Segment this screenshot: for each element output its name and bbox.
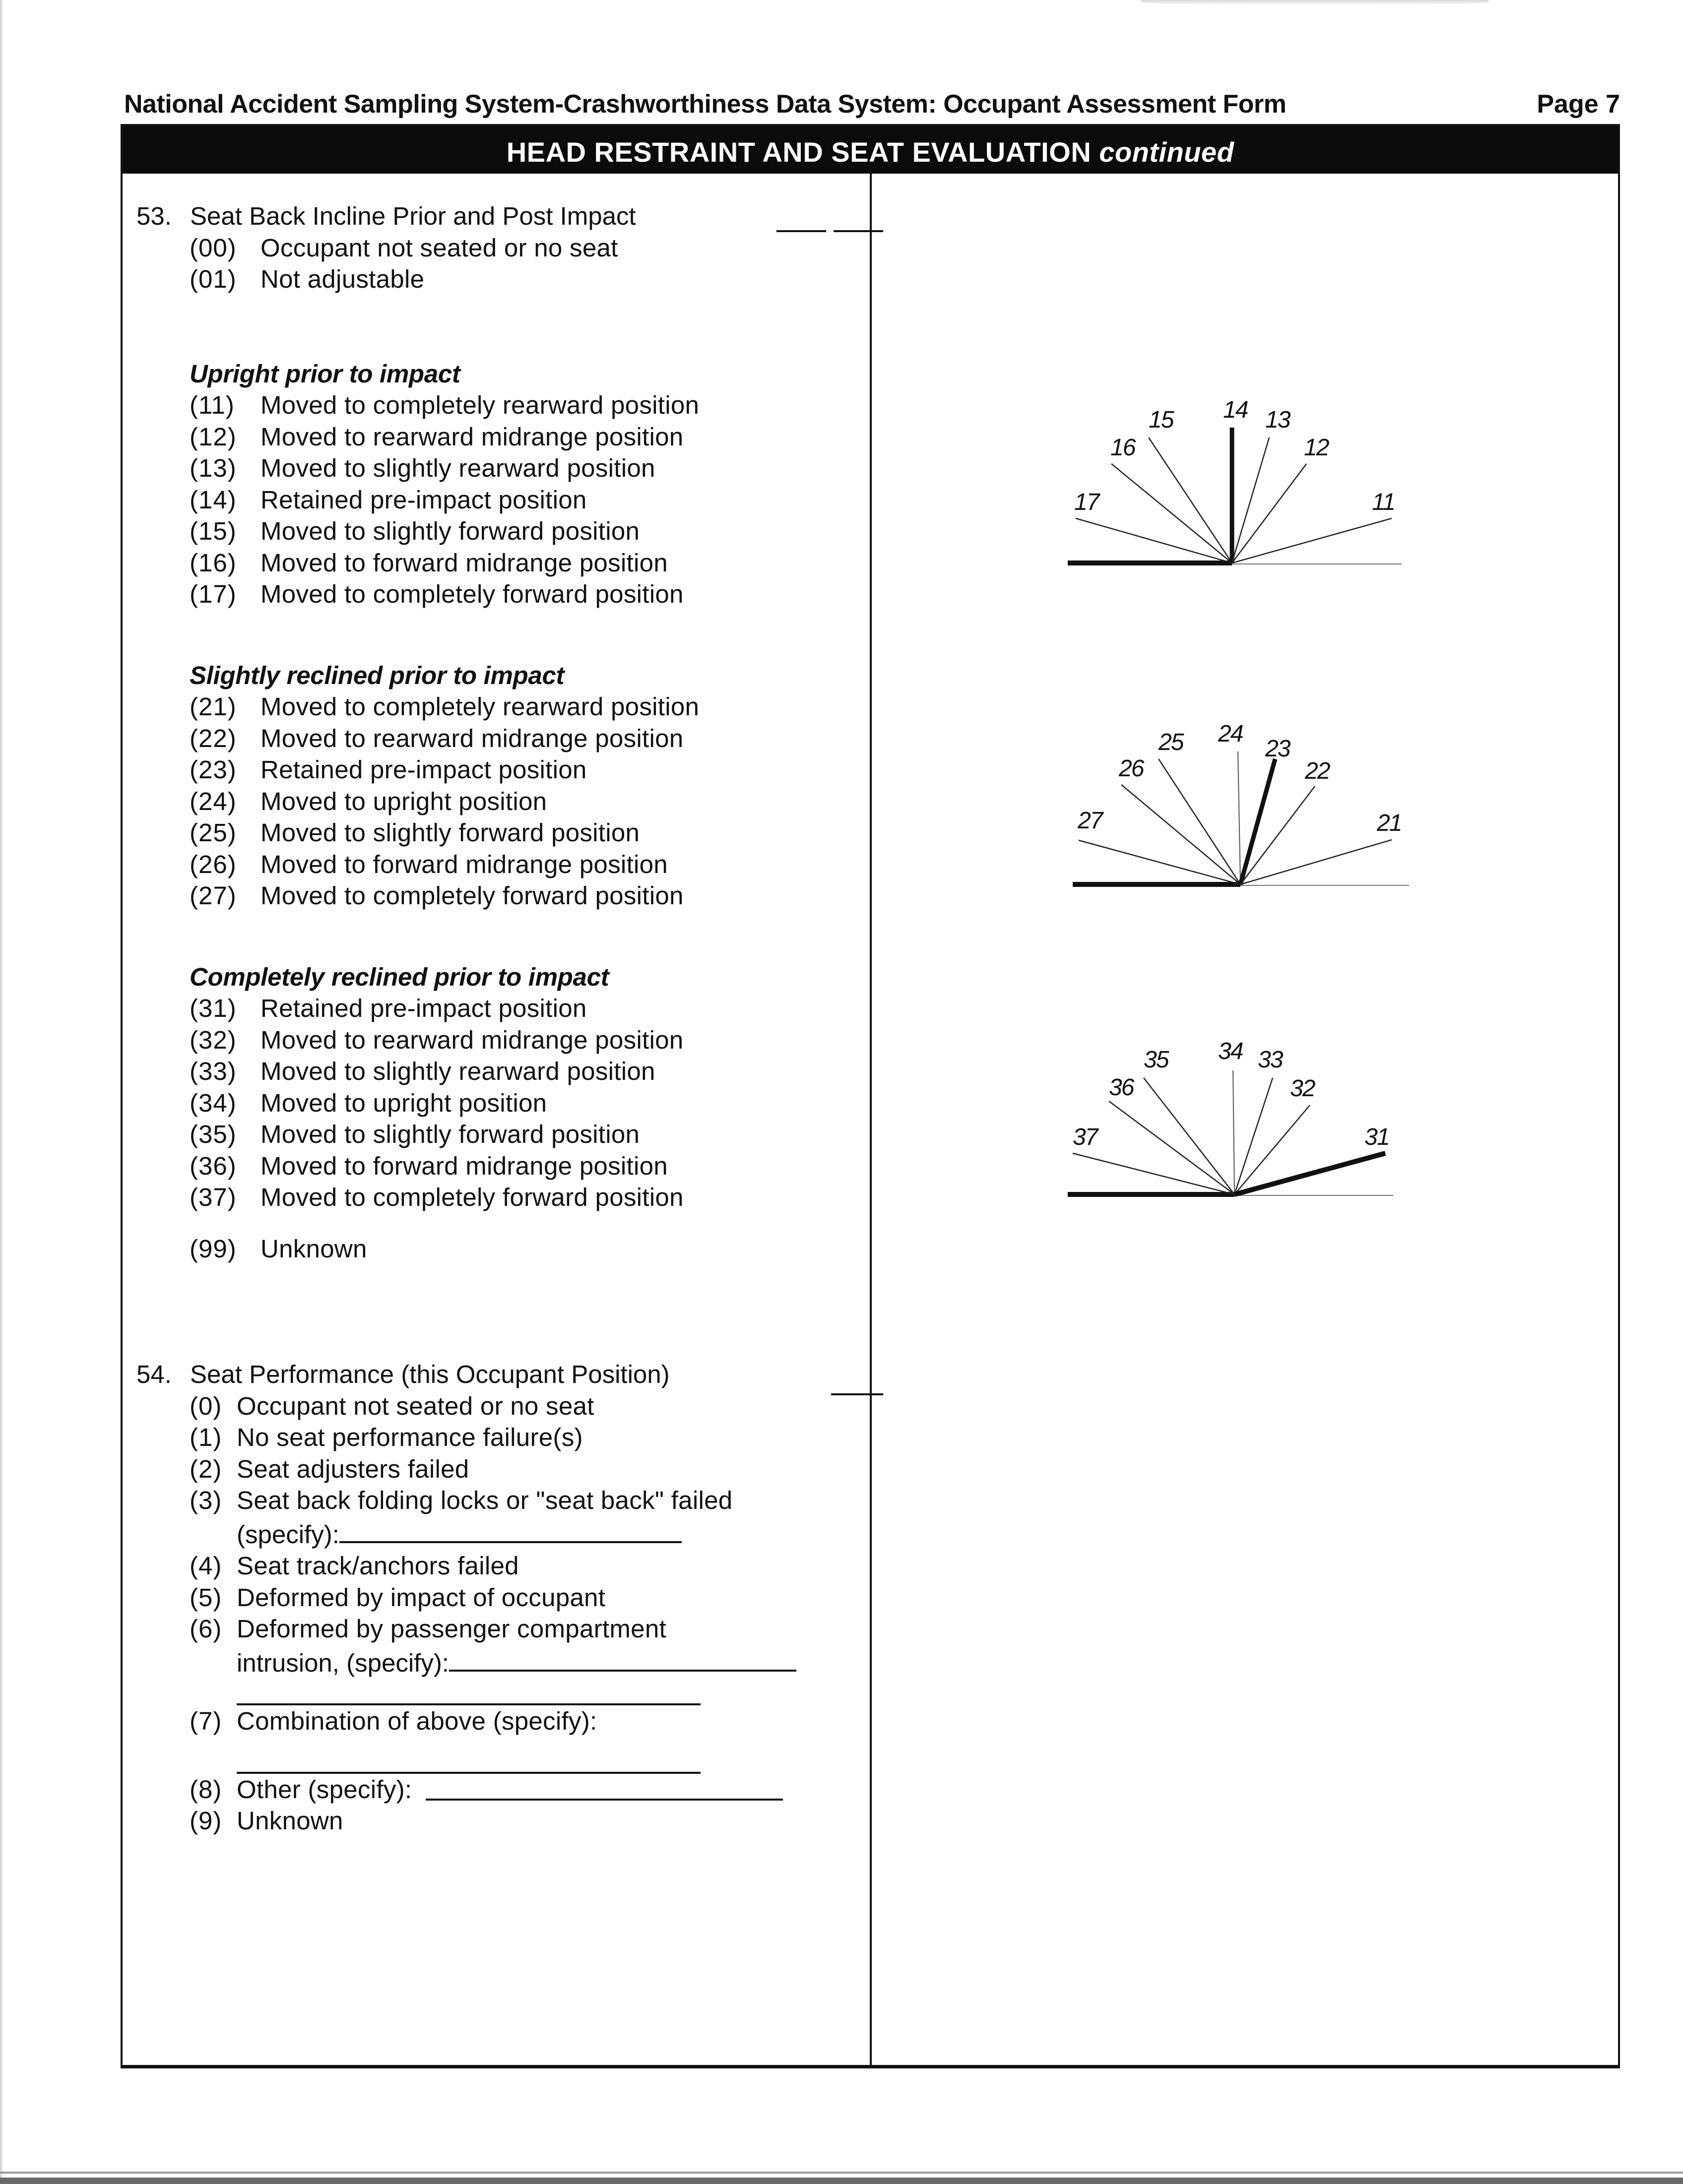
option-99: (99) Unknown — [190, 1234, 367, 1263]
option-4: (4) Seat track/anchors failed — [190, 1552, 519, 1580]
scan-edge-top — [1141, 0, 1489, 5]
question-number: 54. — [136, 1360, 172, 1388]
column-divider — [870, 174, 872, 2068]
section-title: HEAD RESTRAINT AND SEAT EVALUATION — [506, 136, 1092, 168]
svg-text:22: 22 — [1305, 758, 1330, 784]
option-00: (00) Occupant not seated or no seat — [190, 233, 618, 262]
option-6-specify-field-line2[interactable] — [237, 1679, 701, 1705]
question-title: Seat Performance (this Occupant Position) — [190, 1360, 670, 1388]
option-34: (34) Moved to upright position — [190, 1088, 547, 1117]
option-15: (15) Moved to slightly forward position — [190, 517, 640, 545]
svg-text:25: 25 — [1159, 729, 1183, 755]
option-23: (23) Retained pre-impact position — [190, 755, 587, 784]
svg-text:34: 34 — [1218, 1038, 1243, 1064]
svg-text:24: 24 — [1218, 721, 1243, 747]
question-title: Seat Back Incline Prior and Post Impact — [190, 202, 636, 230]
option-8: (8) Other (specify): — [136, 1774, 861, 1806]
option-0: (0) Occupant not seated or no seat — [190, 1391, 594, 1420]
svg-text:23: 23 — [1265, 736, 1290, 762]
seatback-diagram-slightly-reclined — [1067, 709, 1424, 898]
scan-edge-bottom — [0, 2178, 1683, 2184]
question-53-heading — [136, 200, 861, 232]
section-title-bar — [123, 126, 1618, 174]
option-3-specify: (specify): — [136, 1516, 861, 1551]
question-number: 53. — [136, 202, 172, 230]
page-number: Page 7 — [1537, 90, 1620, 119]
seatback-angle-icon — [1067, 709, 1424, 898]
option-17: (17) Moved to completely forward position — [190, 580, 684, 608]
option-26: (26) Moved to forward midrange position — [190, 850, 668, 878]
option-32: (32) Moved to rearward midrange position — [190, 1025, 684, 1054]
svg-text:32: 32 — [1290, 1075, 1315, 1102]
svg-text:36: 36 — [1109, 1074, 1134, 1101]
option-21: (21) Moved to completely rearward position — [190, 692, 700, 721]
q53-answer-blank-2[interactable] — [834, 200, 883, 232]
questions-column — [136, 200, 861, 1837]
group-heading-upright: Upright prior to impact — [190, 359, 460, 388]
svg-text:27: 27 — [1078, 808, 1102, 834]
svg-text:14: 14 — [1223, 397, 1248, 423]
svg-text:21: 21 — [1377, 810, 1402, 836]
option-24: (24) Moved to upright position — [190, 787, 547, 815]
svg-text:16: 16 — [1110, 435, 1135, 461]
option-22: (22) Moved to rearward midrange position — [190, 724, 684, 752]
option-01: (01) Not adjustable — [190, 265, 425, 293]
option-27: (27) Moved to completely forward position — [190, 881, 684, 910]
option-13: (13) Moved to slightly rearward position — [190, 454, 655, 482]
option-12: (12) Moved to rearward midrange position — [190, 422, 684, 451]
option-8-specify-field[interactable] — [426, 1774, 783, 1801]
seatback-angle-icon — [1062, 392, 1419, 580]
svg-text:37: 37 — [1073, 1124, 1098, 1150]
group-heading-completely-reclined: Completely reclined prior to impact — [190, 962, 609, 991]
svg-text:33: 33 — [1258, 1047, 1283, 1073]
option-11: (11) Moved to completely rearward position — [190, 391, 700, 419]
group-heading-slightly-reclined: Slightly reclined prior to impact — [190, 661, 565, 689]
option-37: (37) Moved to completely forward position — [190, 1183, 684, 1211]
svg-text:15: 15 — [1149, 407, 1173, 433]
svg-text:13: 13 — [1265, 407, 1290, 433]
option-16: (16) Moved to forward midrange position — [190, 548, 668, 577]
scan-edge-bottom-line — [0, 2172, 1683, 2174]
option-25: (25) Moved to slightly forward position — [190, 818, 640, 847]
option-9: (9) Unknown — [190, 1807, 343, 1835]
option-31: (31) Retained pre-impact position — [190, 994, 587, 1022]
option-2: (2) Seat adjusters failed — [190, 1454, 469, 1483]
document-header — [124, 89, 1620, 119]
option-7: (7) Combination of above (specify): — [190, 1707, 597, 1735]
option-3: (3) Seat back folding locks or "seat back" failed — [190, 1486, 733, 1514]
option-5: (5) Deformed by impact of occupant — [190, 1583, 606, 1612]
svg-text:26: 26 — [1119, 755, 1144, 782]
seatback-angle-icon — [1062, 1022, 1419, 1210]
option-14: (14) Retained pre-impact position — [190, 485, 587, 514]
question-54-heading — [136, 1359, 861, 1390]
option-6-specify-field[interactable] — [449, 1645, 796, 1672]
svg-text:31: 31 — [1364, 1124, 1389, 1150]
seatback-diagram-upright — [1062, 392, 1419, 580]
seatback-diagram-completely-reclined — [1062, 1022, 1419, 1210]
svg-text:35: 35 — [1144, 1047, 1168, 1073]
option-33: (33) Moved to slightly rearward position — [190, 1057, 655, 1085]
option-35: (35) Moved to slightly forward position — [190, 1120, 640, 1148]
option-1: (1) No seat performance failure(s) — [190, 1423, 583, 1451]
section-title-suffix: continued — [1099, 136, 1234, 168]
svg-text:17: 17 — [1074, 489, 1099, 515]
form-title: National Accident Sampling System-Crashworthiness Data System: Occupant Assessment Form — [124, 90, 1287, 119]
svg-text:12: 12 — [1304, 435, 1329, 461]
q53-answer-blank-1[interactable] — [777, 200, 826, 232]
option-36: (36) Moved to forward midrange position — [190, 1151, 668, 1180]
option-3-specify-field[interactable] — [339, 1516, 682, 1543]
svg-text:11: 11 — [1372, 489, 1395, 515]
scan-edge-left — [0, 0, 3, 2184]
q54-answer-blank[interactable] — [831, 1364, 883, 1395]
option-7-specify-field[interactable] — [237, 1737, 701, 1774]
option-6: (6) Deformed by passenger compartment — [190, 1615, 666, 1643]
option-6-specify: intrusion, (specify): — [136, 1645, 861, 1679]
